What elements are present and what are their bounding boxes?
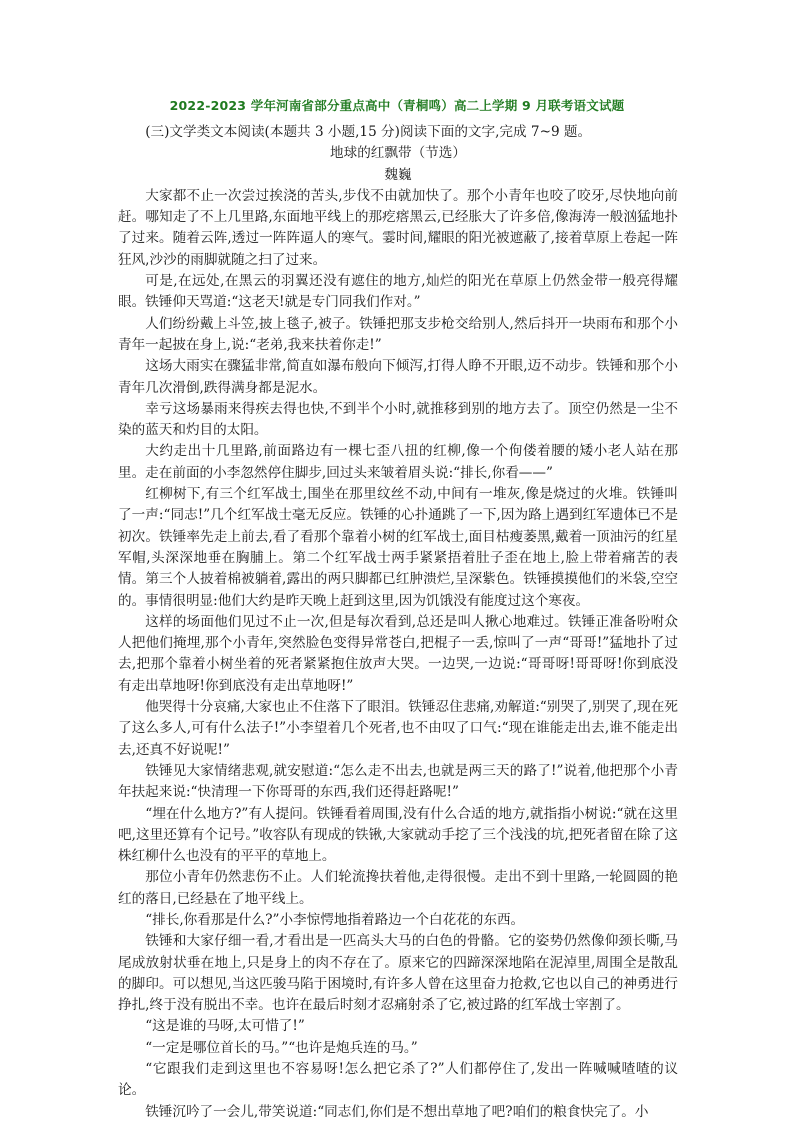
- paragraph: 铁锤和大家仔细一看,才看出是一匹高头大马的白色的骨骼。它的姿势仍然像仰颈长嘶,马尾成放射状垂在地上,只是身上的肉不存在了。原来它的四蹄深深地陷在泥淖里,周围全是散乱的脚印。可以想见,当这匹骏马陷于困境时,有许多人曾在这里奋力抢救,它也以自己的神勇进行挣扎,终于没有脱出不幸。也许在最后时刻才忍痛射杀了它,被过路的红军战士宰割了。: [118, 933, 678, 1014]
- paragraph: 人们纷纷戴上斗笠,披上毯子,被子。铁锤把那支步枪交给别人,然后抖开一块雨布和那个小青年一起披在身上,说:“老弟,我来扶着你走!”: [118, 315, 678, 353]
- document-title: 2022-2023 学年河南省部分重点高中（青桐鸣）高二上学期 9 月联考语文试题: [169, 98, 625, 113]
- section-instruction: (三)文学类文本阅读(本题共 3 小题,15 分)阅读下面的文字,完成 7~9 题。: [145, 124, 592, 140]
- paragraph: 这样的场面他们见过不止一次,但是每次看到,总还是叫人揪心地难过。铁锤正准备吩咐众人把他们掩埋,那个小青年,突然脸色变得异常苍白,把棍子一丢,惊叫了一声“哥哥!”猛地扑了过去,把那个靠着小树坐着的死者紧紧抱住放声大哭。一边哭,一边说:“哥哥呀!哥哥呀!你到底没有走出草地呀!你到底没有走出草地呀!”: [118, 613, 678, 694]
- paragraph: “埋在什么地方?”有人提问。铁锤看着周围,没有什么合适的地方,就指指小树说:“就在这里吧,这里还算有个记号。”收容队有现成的铁锹,大家就动手挖了三个浅浅的坑,把死者留在除了这株红柳什么也没有的平平的草地上。: [118, 805, 678, 865]
- paragraph: 大家都不止一次尝过挨浇的苦头,步伐不由就加快了。那个小青年也咬了咬牙,尽快地向前赶。哪知走了不上几里路,东面地平线上的那疙瘩黑云,已经胀大了许多倍,像海涛一般汹猛地扑了过来。随着云阵,透过一阵阵逼人的寒气。霎时间,耀眼的阳光被遮蔽了,接着草原上卷起一阵狂风,沙沙的雨脚就随之扫了过来。: [118, 187, 678, 268]
- paragraph: 铁锤沉吟了一会儿,带笑说道:“同志们,你们是不想出草地了吧?咱们的粮食快完了。小: [145, 1103, 649, 1120]
- paragraph: 这场大雨实在骤猛非常,简直如瀑布般向下倾泻,打得人睁不开眼,迈不动步。铁锤和那个小青年几次滑倒,跌得满身都是泥水。: [118, 358, 678, 396]
- paragraph: 铁锤见大家情绪悲观,就安慰道:“怎么走不出去,也就是两三天的路了!”说着,他把那个小青年扶起来说:“快清理一下你哥哥的东西,我们还得赶路呢!”: [118, 762, 678, 801]
- paragraph: 幸亏这场暴雨来得疾去得也快,不到半个小时,就推移到别的地方去了。顶空仍然是一尘不染的蓝天和灼目的太阳。: [118, 400, 678, 439]
- story-author: 魏巍: [384, 166, 412, 183]
- paragraph: “这是谁的马呀,太可惜了!”: [145, 1018, 305, 1035]
- paragraph: 红柳树下,有三个红军战士,围坐在那里纹丝不动,中间有一堆灰,像是烧过的火堆。铁锤叫了一声:“同志!”几个红军战士毫无反应。铁锤的心扑通跳了一下,因为路上遇到红军遗体已不是初次。铁锤率先走上前去,看了看那个靠着小树的红军战士,面目枯瘦萎黑,戴着一顶油污的红星军帽,头深深地垂在胸脯上。第二个红军战士两手紧紧捂着肚子歪在地上,脸上带着痛苦的表情。第三个人披着棉被躺着,露出的两只脚都已红肿溃烂,呈深紫色。铁锤摸摸他们的米袋,空空的。事情很明显:他们大约是昨天晚上赶到这里,因为饥饿没有能度过这个寒夜。: [118, 486, 678, 609]
- paragraph: “排长,你看那是什么?”小李惊愕地指着路边一个白花花的东西。: [145, 911, 525, 928]
- story-title: 地球的红飘带（节选）: [330, 145, 466, 162]
- paragraph: 可是,在远处,在黑云的羽翼还没有遮住的地方,灿烂的阳光在草原上仍然金带一般亮得耀眼。铁锤仰天骂道:“这老天!就是专门同我们作对。”: [118, 273, 678, 311]
- paragraph: 那位小青年仍然悲伤不止。人们轮流搀扶着他,走得很慢。走出不到十里路,一轮圆圆的艳红的落日,已经悬在了地平线上。: [118, 869, 678, 907]
- paragraph: 大约走出十几里路,前面路边有一棵七歪八扭的红柳,像一个佝偻着腰的矮小老人站在那里。走在前面的小李忽然停住脚步,回过头来皱着眉头说:“排长,你看——”: [118, 443, 678, 481]
- paragraph: 他哭得十分哀痛,大家也止不住落下了眼泪。铁锤忍住悲痛,劝解道:“别哭了,别哭了,现在死了这么多人,可有什么法子!”小李望着几个死者,也不由叹了口气:“现在谁能走出去,谁不能走出去,还真不好说呢!”: [118, 699, 678, 758]
- paragraph: “一定是哪位首长的马。”“也许是炮兵连的马。”: [145, 1039, 418, 1056]
- article-body: [118, 122, 678, 1123]
- paragraph: “它跟我们走到这里也不容易呀!怎么把它杀了?”人们都停住了,发出一阵喊喊喳喳的议论。: [118, 1061, 678, 1099]
